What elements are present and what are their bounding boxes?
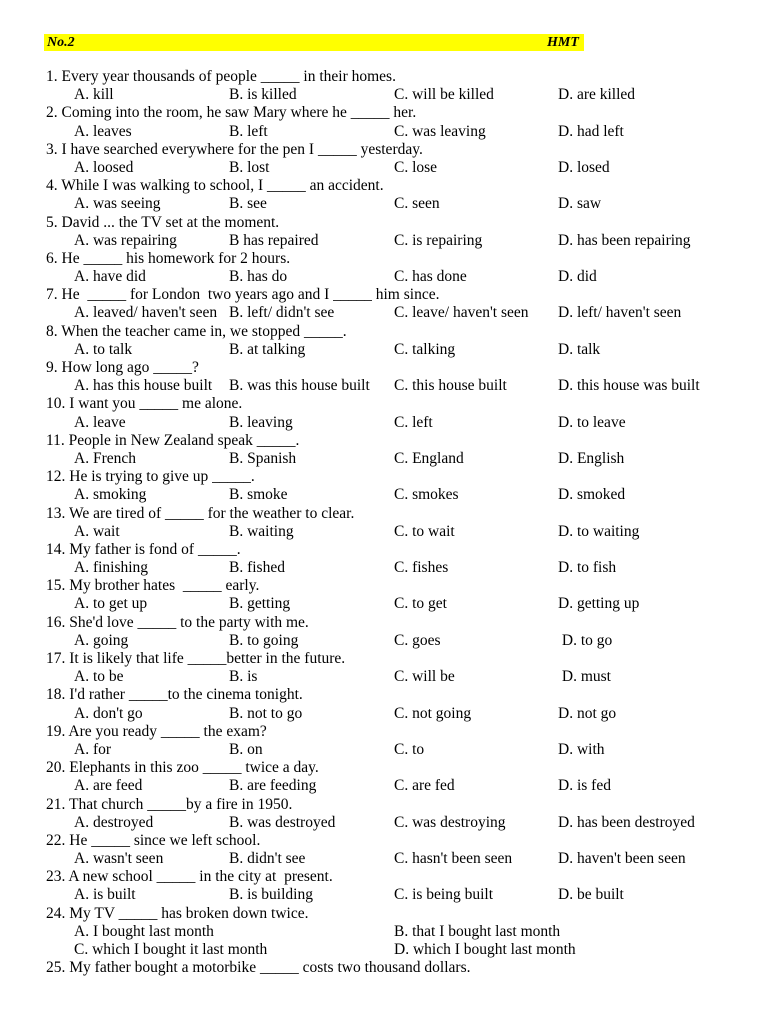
answer-option: C. left — [394, 413, 433, 431]
answer-option: C. to — [394, 740, 425, 758]
answer-option: C. has done — [394, 268, 467, 286]
answer-options — [46, 486, 746, 504]
answer-options — [46, 232, 746, 250]
answer-option: B. left — [229, 122, 268, 140]
answer-option: A. wait — [74, 522, 120, 540]
answer-option: A. wasn't seen — [74, 850, 164, 868]
answer-option: A. to talk — [74, 340, 133, 358]
answer-options — [46, 886, 746, 904]
answer-option: D. smoked — [558, 486, 626, 504]
answer-option: B. that I bought last month — [394, 922, 561, 940]
answer-option: A. to be — [74, 668, 124, 686]
answer-options — [46, 941, 746, 959]
answer-option: B. left/ didn't see — [229, 304, 335, 322]
question-text: 14. My father is fond of _____. — [46, 540, 241, 558]
answer-option: B. was this house built — [229, 377, 370, 395]
answer-option: D. to waiting — [558, 522, 640, 540]
answer-option: A. is built — [74, 886, 136, 904]
question-text: 3. I have searched everywhere for the pen I _____ yesterday. — [46, 140, 423, 158]
answer-options — [46, 450, 746, 468]
answer-option: D. are killed — [558, 86, 636, 104]
answer-options — [46, 523, 746, 541]
answer-option: C. was destroying — [394, 813, 506, 831]
answer-option: D. to leave — [558, 413, 626, 431]
answer-option: B. to going — [229, 631, 299, 649]
answer-option: C. to get — [394, 595, 447, 613]
answer-option: D. losed — [558, 158, 610, 176]
answer-option: C. this house built — [394, 377, 507, 395]
answer-option: B. lost — [229, 158, 270, 176]
answer-option: D. to go — [558, 631, 613, 649]
answer-option: C. leave/ haven't seen — [394, 304, 529, 322]
answer-option: C. lose — [394, 158, 438, 176]
answer-options — [46, 559, 746, 577]
answer-option: B. has do — [229, 268, 288, 286]
header-bar — [44, 34, 584, 51]
question-text: 5. David ... the TV set at the moment. — [46, 213, 280, 231]
answer-option: B. on — [229, 740, 263, 758]
answer-options — [46, 304, 746, 322]
answer-option: D. which I bought last month — [394, 941, 576, 958]
answer-option: B. getting — [229, 595, 291, 613]
answer-option: A. I bought last month — [74, 922, 214, 940]
answer-options — [46, 850, 746, 868]
answer-options — [46, 777, 746, 795]
question-text: 7. He _____ for London two years ago and I _____ him since. — [46, 286, 440, 304]
answer-option: C. hasn't been seen — [394, 850, 513, 868]
answer-option: B. didn't see — [229, 850, 306, 868]
answer-options — [46, 377, 746, 395]
answer-option: B. at talking — [229, 340, 306, 358]
answer-option: A. was seeing — [74, 195, 161, 213]
answer-option: A. leaved/ haven't seen — [74, 304, 218, 322]
answer-option: C. not going — [394, 704, 472, 722]
answer-option: D. English — [558, 449, 625, 467]
answer-option: C. will be killed — [394, 86, 494, 104]
answer-option: C. are fed — [394, 777, 455, 795]
answer-option: D. saw — [558, 195, 602, 213]
answer-option: D. did — [558, 268, 597, 286]
answer-options — [46, 668, 746, 686]
sheet-number: No.2 — [47, 35, 75, 50]
answer-option: B. is building — [229, 886, 313, 904]
answer-option: C. England — [394, 449, 464, 467]
answer-option: B. not to go — [229, 704, 303, 722]
answer-option: C. to wait — [394, 522, 455, 540]
question-text: 23. A new school _____ in the city at present. — [46, 868, 333, 886]
answer-options — [46, 341, 746, 359]
question-text: 17. It is likely that life _____better in the future. — [46, 650, 346, 667]
answer-option: C. goes — [394, 631, 441, 649]
answer-option: C. is being built — [394, 886, 494, 904]
question-text: 24. My TV _____ has broken down twice. — [46, 904, 309, 922]
answer-option: D. this house was built — [558, 377, 700, 395]
answer-options — [46, 414, 746, 432]
answer-option: A. for — [74, 740, 112, 758]
answer-option: A. kill — [74, 86, 114, 104]
answer-option: B. is killed — [229, 86, 297, 104]
question-text: 15. My brother hates _____ early. — [46, 577, 260, 595]
answer-option: B. are feeding — [229, 777, 317, 795]
answer-option: D. getting up — [558, 595, 640, 613]
question-text: 6. He _____ his homework for 2 hours. — [46, 249, 291, 267]
answer-option: D. has been destroyed — [558, 813, 695, 831]
question-text: 20. Elephants in this zoo _____ twice a day. — [46, 759, 319, 777]
question-list — [46, 68, 746, 977]
answer-option: D. to fish — [558, 559, 617, 577]
answer-option: D. must — [558, 668, 611, 686]
answer-option: D. haven't been seen — [558, 850, 686, 868]
answer-options — [46, 86, 746, 104]
answer-option: A. French — [74, 449, 136, 467]
question-text: 25. My father bought a motorbike _____ costs two thousand dollars. — [46, 959, 471, 977]
answer-option: C. talking — [394, 340, 456, 358]
question-text: 8. When the teacher came in, we stopped _____. — [46, 322, 347, 340]
answer-option: A. are feed — [74, 777, 143, 795]
answer-option: D. with — [558, 740, 605, 758]
answer-option: A. leaves — [74, 122, 132, 140]
answer-option: C. will be — [394, 668, 455, 686]
question-text: 1. Every year thousands of people _____ in their homes. — [46, 68, 396, 85]
answer-option: C. was leaving — [394, 122, 486, 140]
answer-option: A. was repairing — [74, 231, 177, 249]
answer-option: B. is — [229, 668, 258, 686]
answer-options — [46, 159, 746, 177]
answer-option: A. has this house built — [74, 377, 213, 395]
answer-option: B. waiting — [229, 522, 294, 540]
answer-options — [46, 195, 746, 213]
answer-option: D. is fed — [558, 777, 611, 795]
question-text: 22. He _____ since we left school. — [46, 831, 261, 849]
question-text: 19. Are you ready _____ the exam? — [46, 722, 267, 740]
answer-option: C. is repairing — [394, 231, 483, 249]
answer-option: A. finishing — [74, 559, 149, 577]
answer-option: A. destroyed — [74, 813, 154, 831]
question-text: 4. While I was walking to school, I _____ an accident. — [46, 177, 384, 195]
answer-options — [46, 741, 746, 759]
answer-option: D. talk — [558, 340, 601, 358]
answer-option: D. had left — [558, 122, 624, 140]
question-text: 2. Coming into the room, he saw Mary where he _____ her. — [46, 104, 417, 122]
answer-option: A. to get up — [74, 595, 148, 613]
question-text: 18. I'd rather _____to the cinema tonight. — [46, 686, 303, 704]
answer-option: C. which I bought it last month — [74, 941, 268, 958]
answer-option: C. fishes — [394, 559, 449, 577]
answer-option: A. leave — [74, 413, 126, 431]
answer-options — [46, 632, 746, 650]
answer-options — [46, 923, 746, 941]
answer-option: D. not go — [558, 704, 617, 722]
answer-option: C. smokes — [394, 486, 459, 504]
answer-option: B. was destroyed — [229, 813, 336, 831]
answer-option: A. loosed — [74, 158, 134, 176]
answer-option: A. going — [74, 631, 129, 649]
answer-option: A. don't go — [74, 704, 143, 722]
answer-option: B has repaired — [229, 231, 319, 249]
answer-options — [46, 595, 746, 613]
answer-option: B. see — [229, 195, 267, 213]
question-text: 12. He is trying to give up _____. — [46, 468, 255, 486]
answer-option: A. smoking — [74, 486, 147, 504]
answer-option: C. seen — [394, 195, 440, 213]
question-text: 9. How long ago _____? — [46, 359, 199, 376]
answer-option: B. leaving — [229, 413, 293, 431]
answer-option: D. left/ haven't seen — [558, 304, 682, 322]
answer-options — [46, 123, 746, 141]
answer-option: B. smoke — [229, 486, 288, 504]
answer-options — [46, 814, 746, 832]
question-text: 10. I want you _____ me alone. — [46, 395, 243, 413]
answer-options — [46, 268, 746, 286]
author-initials: HMT — [547, 35, 579, 50]
question-text: 11. People in New Zealand speak _____. — [46, 431, 300, 449]
answer-option: D. be built — [558, 886, 624, 904]
question-text: 16. She'd love _____ to the party with me. — [46, 613, 309, 631]
answer-option: A. have did — [74, 268, 146, 286]
question-text: 13. We are tired of _____ for the weather to clear. — [46, 504, 355, 522]
question-text: 21. That church _____by a fire in 1950. — [46, 795, 293, 813]
answer-option: B. Spanish — [229, 449, 297, 467]
answer-option: B. fished — [229, 559, 285, 577]
answer-option: D. has been repairing — [558, 231, 691, 249]
answer-options — [46, 705, 746, 723]
